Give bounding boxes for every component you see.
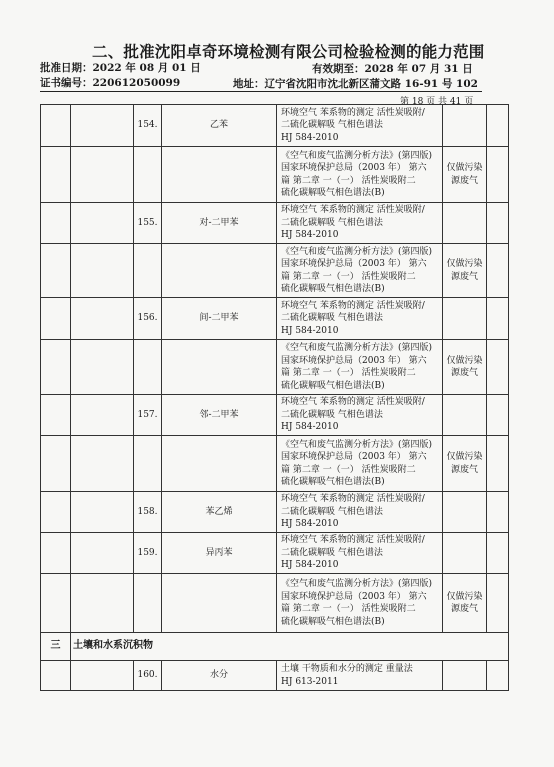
table-row bbox=[41, 340, 509, 395]
item-number: 158. bbox=[134, 492, 162, 533]
test-item: 乙苯 bbox=[162, 105, 277, 147]
table-row bbox=[41, 533, 509, 574]
item-number: 159. bbox=[134, 533, 162, 574]
item-number: 160. bbox=[134, 661, 162, 691]
table-row bbox=[41, 436, 509, 492]
page-number: 第 18 页 共 41 页 bbox=[400, 97, 474, 107]
table-row bbox=[41, 661, 509, 691]
restriction-note: 仅做污染 源废气 bbox=[443, 244, 487, 298]
restriction-note: 仅做污染 源废气 bbox=[443, 147, 487, 203]
method-cell: 环境空气 苯系物的测定 活性炭吸附/ 二硫化碳解吸 气相色谱法 HJ 584-2010 bbox=[277, 492, 443, 533]
restriction-note: 仅做污染 源废气 bbox=[443, 340, 487, 395]
certificate-number: 证书编号：220612050099 bbox=[40, 77, 181, 89]
method-cell: 环境空气 苯系物的测定 活性炭吸附/ 二硫化碳解吸 气相色谱法 HJ 584-2010 bbox=[277, 533, 443, 574]
capability-table bbox=[40, 104, 509, 691]
method-cell: 《空气和废气监测分析方法》(第四版) 国家环境保护总局（2003 年） 第六 篇 第二章 一（一） 活性炭吸附二 硫化碳解吸气相色谱法(B) bbox=[277, 436, 443, 492]
table-row bbox=[41, 203, 509, 244]
test-item: 异丙苯 bbox=[162, 533, 277, 574]
section-row bbox=[41, 633, 509, 661]
table-row bbox=[41, 105, 509, 147]
table-row bbox=[41, 574, 509, 633]
table-row bbox=[41, 244, 509, 298]
section-title: 土壤和水系沉积物 bbox=[71, 633, 509, 661]
valid-until: 有效期至：2028 年 07 月 31 日 bbox=[312, 63, 473, 75]
address: 地址：辽宁省沈阳市沈北新区蒲文路 16-91 号 102 bbox=[233, 78, 478, 90]
method-cell: 《空气和废气监测分析方法》(第四版) 国家环境保护总局（2003 年） 第六 篇 第二章 一（一） 活性炭吸附二 硫化碳解吸气相色谱法(B) bbox=[277, 147, 443, 203]
test-item: 对-二甲苯 bbox=[162, 203, 277, 244]
header-divider bbox=[40, 91, 482, 92]
table-row bbox=[41, 492, 509, 533]
method-cell: 环境空气 苯系物的测定 活性炭吸附/ 二硫化碳解吸 气相色谱法 HJ 584-2010 bbox=[277, 105, 443, 147]
test-item: 苯乙烯 bbox=[162, 492, 277, 533]
test-item: 间-二甲苯 bbox=[162, 298, 277, 340]
test-item: 水分 bbox=[162, 661, 277, 691]
item-number: 155. bbox=[134, 203, 162, 244]
item-number: 154. bbox=[134, 105, 162, 147]
restriction-note: 仅做污染 源废气 bbox=[443, 436, 487, 492]
section-number: 三 bbox=[41, 633, 71, 661]
method-cell: 《空气和废气监测分析方法》(第四版) 国家环境保护总局（2003 年） 第六 篇 第二章 一（一） 活性炭吸附二 硫化碳解吸气相色谱法(B) bbox=[277, 340, 443, 395]
page-title: 二、批准沈阳卓奇环境检测有限公司检验检测的能力范围 bbox=[92, 42, 485, 61]
restriction-note: 仅做污染 源废气 bbox=[443, 574, 487, 633]
approval-date: 批准日期：2022 年 08 月 01 日 bbox=[40, 62, 201, 74]
table-row bbox=[41, 147, 509, 203]
method-cell: 环境空气 苯系物的测定 活性炭吸附/ 二硫化碳解吸 气相色谱法 HJ 584-2010 bbox=[277, 395, 443, 436]
item-number: 156. bbox=[134, 298, 162, 340]
method-cell: 土壤 干物质和水分的测定 重量法 HJ 613-2011 bbox=[277, 661, 443, 691]
table-row bbox=[41, 298, 509, 340]
method-cell: 环境空气 苯系物的测定 活性炭吸附/ 二硫化碳解吸 气相色谱法 HJ 584-2010 bbox=[277, 203, 443, 244]
item-number: 157. bbox=[134, 395, 162, 436]
method-cell: 环境空气 苯系物的测定 活性炭吸附/ 二硫化碳解吸 气相色谱法 HJ 584-2010 bbox=[277, 298, 443, 340]
test-item: 邻-二甲苯 bbox=[162, 395, 277, 436]
method-cell: 《空气和废气监测分析方法》(第四版) 国家环境保护总局（2003 年） 第六 篇 第二章 一（一） 活性炭吸附二 硫化碳解吸气相色谱法(B) bbox=[277, 244, 443, 298]
method-cell: 《空气和废气监测分析方法》(第四版) 国家环境保护总局（2003 年） 第六 篇 第二章 一（一） 活性炭吸附二 硫化碳解吸气相色谱法(B) bbox=[277, 574, 443, 633]
table-row bbox=[41, 395, 509, 436]
